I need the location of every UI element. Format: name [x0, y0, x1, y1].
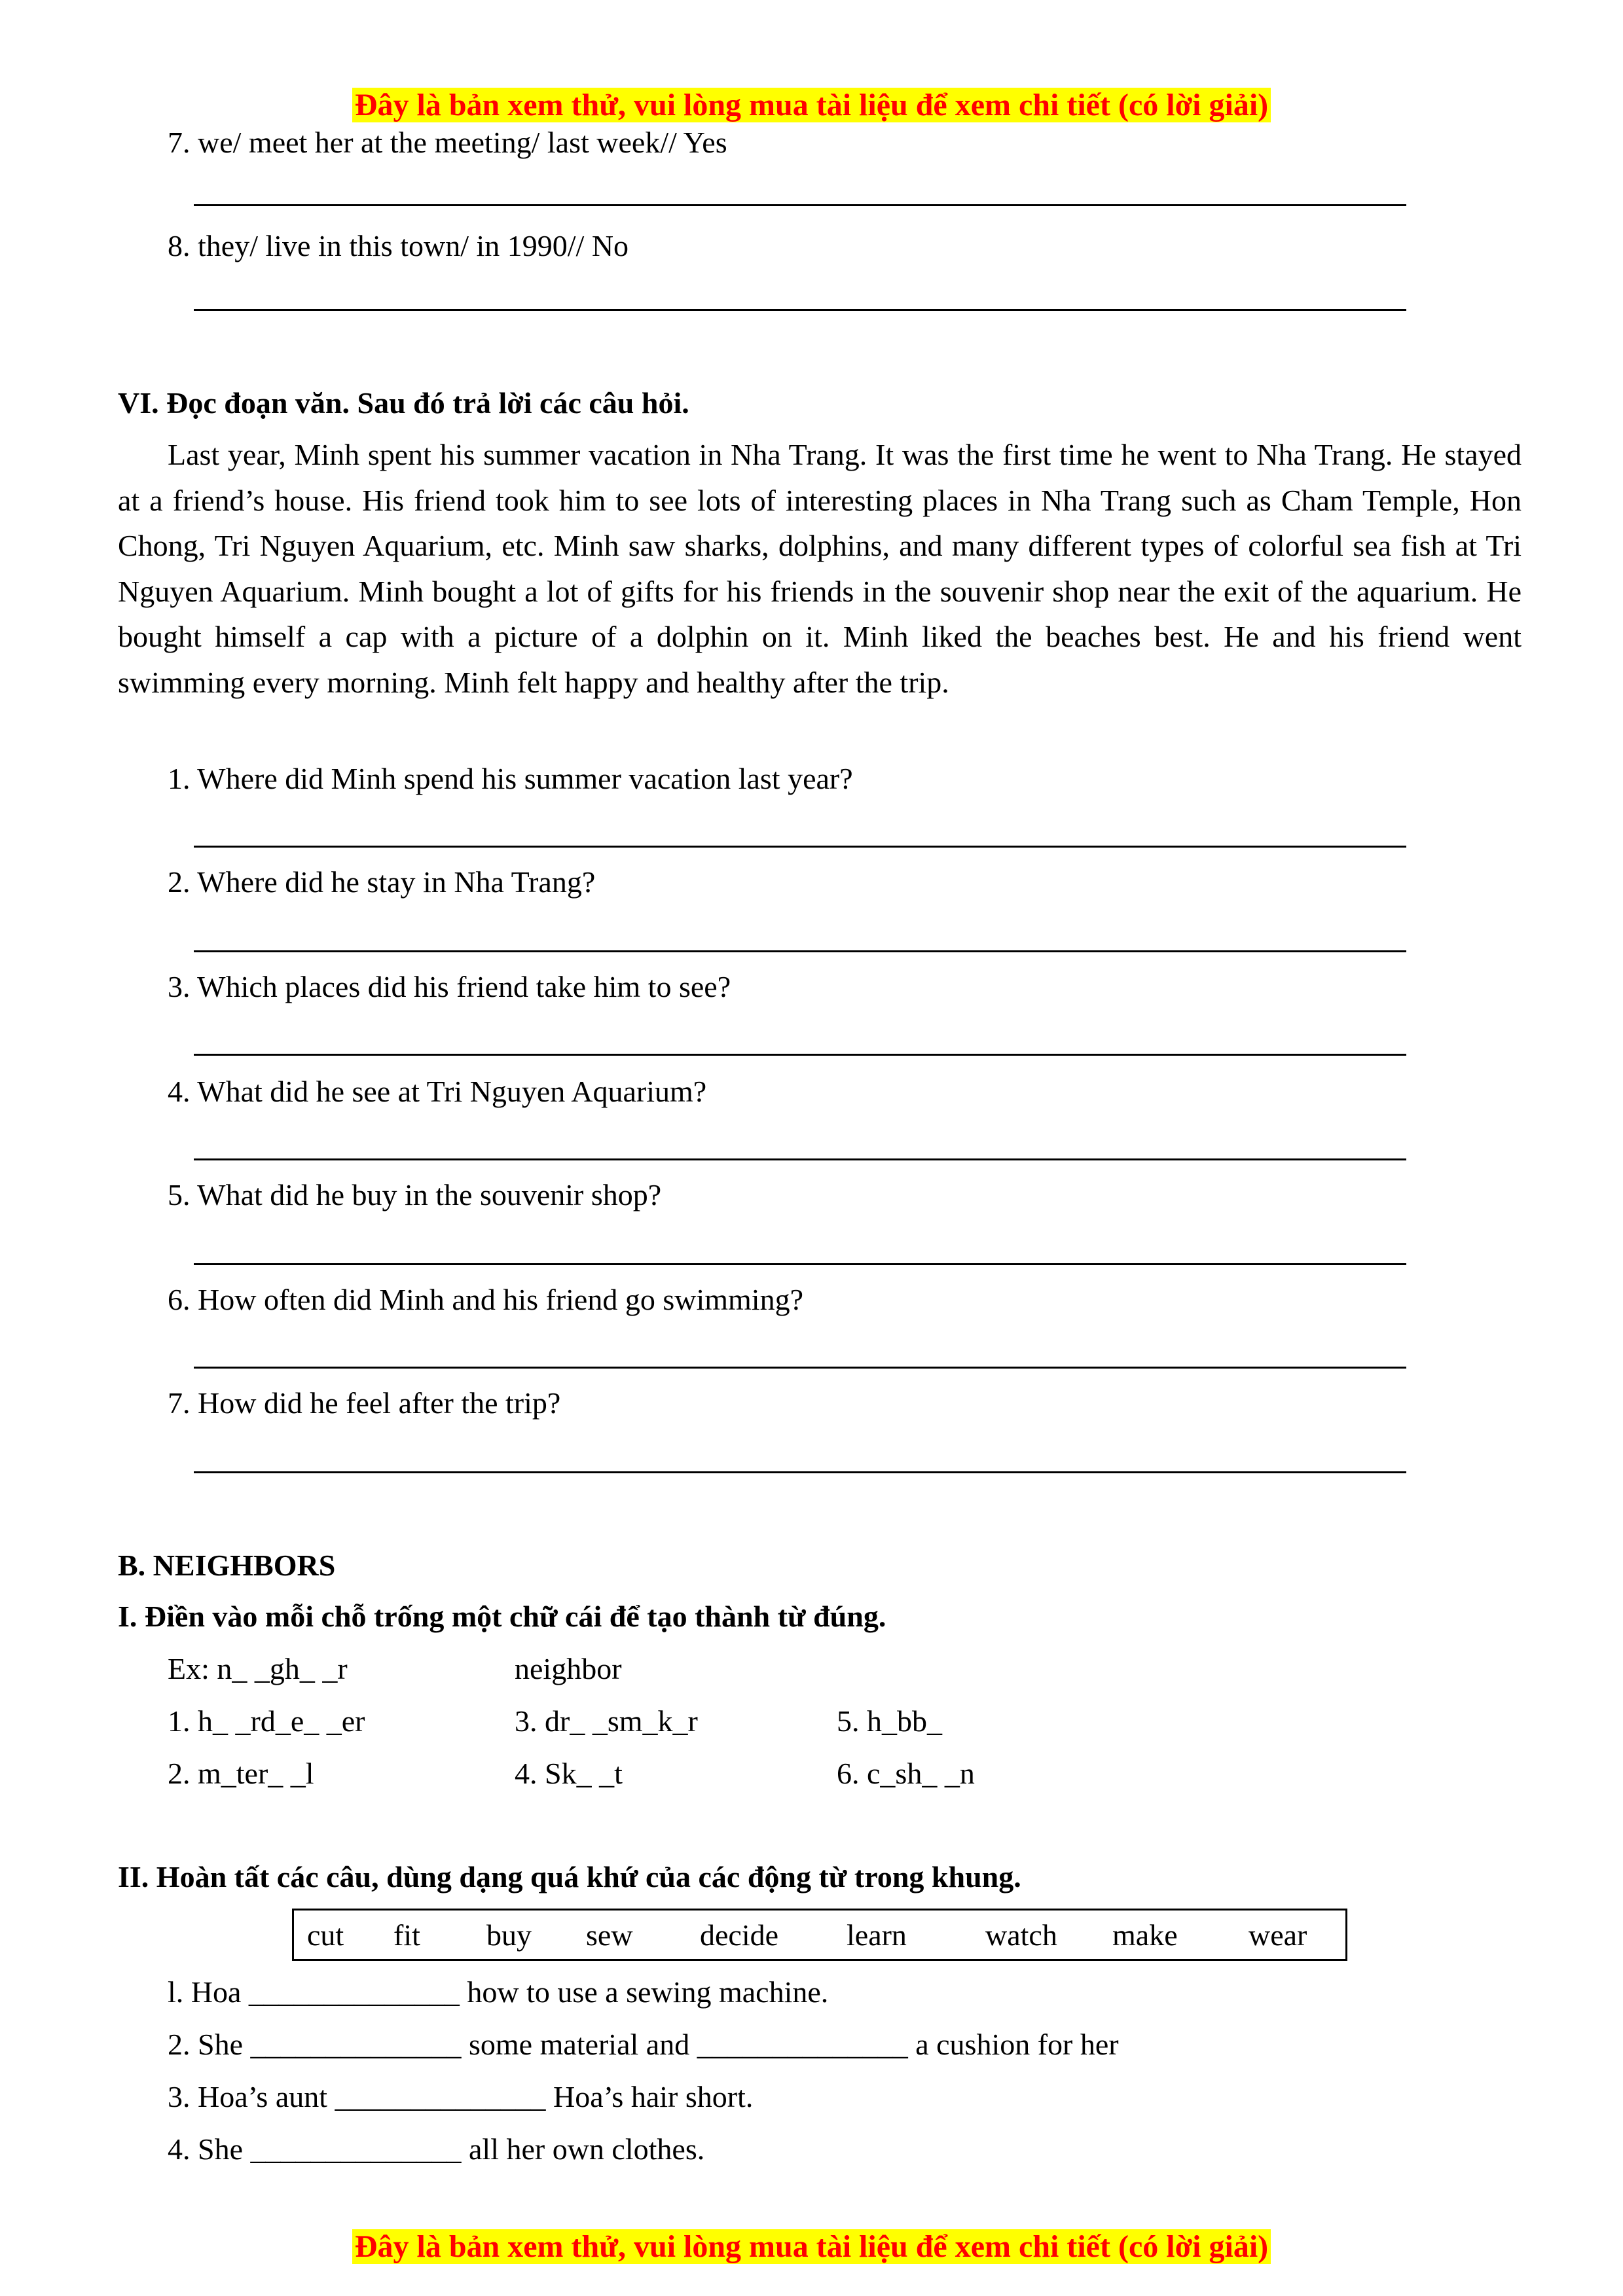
answer-line[interactable] [194, 950, 1406, 952]
word-item-2: 2. m_ter_ _l [168, 1757, 314, 1790]
verb-word: make [1112, 1918, 1178, 1952]
section-vi-title: VI. Đọc đoạn văn. Sau đó trả lời các câu hỏi. [118, 386, 689, 420]
reading-passage: Last year, Minh spent his summer vacation in Nha Trang. It was the first time he went to Nha Trang. He stayed at a friend’s house. His friend took him to see lots of interesting places in Nha Trang such as Cham Temple, Hon Chong, Tri Nguyen Aquarium, etc. Minh saw sharks, dolphins, and many different types of colorful sea fish at Tri Nguyen Aquarium. Minh bought a lot of gifts for his friends in the souvenir shop near the exit of the aquarium. He bought himself a cap with a picture of a dolphin on it. Minh liked the beaches best. He and his friend went swimming every morning. Minh felt happy and healthy after the trip. [118, 438, 1522, 699]
answer-line[interactable] [194, 1263, 1406, 1265]
part-ii-title: II. Hoàn tất các câu, dùng dạng quá khứ của các động từ trong khung. [118, 1860, 1021, 1893]
question-6: 6. How often did Minh and his friend go swimming? [168, 1283, 804, 1316]
answer-line[interactable] [194, 1158, 1406, 1160]
verb-word-box [292, 1909, 1347, 1961]
word-item-4: 4. Sk_ _t [515, 1757, 623, 1790]
answer-line[interactable] [194, 1367, 1406, 1369]
fill-sentence-4: 4. She ______________ all her own clothes. [168, 2132, 705, 2166]
question-1: 1. Where did Minh spend his summer vacation last year? [168, 762, 853, 795]
word-item-1: 1. h_ _rd_e_ _er [168, 1704, 365, 1738]
fill-sentence-3: 3. Hoa’s aunt ______________ Hoa’s hair short. [168, 2080, 754, 2113]
verb-word: cut [307, 1918, 344, 1952]
question-2: 2. Where did he stay in Nha Trang? [168, 865, 596, 899]
verb-word: wear [1249, 1918, 1307, 1952]
verb-word: sew [586, 1918, 633, 1952]
answer-line[interactable] [194, 846, 1406, 848]
question-7: 7. How did he feel after the trip? [168, 1386, 561, 1420]
verb-word: watch [985, 1918, 1057, 1952]
word-item-3: 3. dr_ _sm_k_r [515, 1704, 698, 1738]
section-b-title: B. NEIGHBORS [118, 1549, 336, 1582]
example-word: Ex: n_ _gh_ _r [168, 1652, 348, 1685]
preview-banner-bottom [0, 2227, 1623, 2267]
question-3: 3. Which places did his friend take him to see? [168, 970, 731, 1003]
part-i-title: I. Điền vào mỗi chỗ trống một chữ cái để tạo thành từ đúng. [118, 1600, 886, 1633]
answer-line[interactable] [194, 204, 1406, 206]
preview-banner-top [0, 85, 1623, 126]
preview-banner-text: Đây là bản xem thử, vui lòng mua tài liệu để xem chi tiết (có lời giải) [352, 2229, 1271, 2264]
fill-sentence-2: 2. She ______________ some material and ______________ a cushion for her [168, 2028, 1119, 2061]
word-item-5: 5. h_bb_ [837, 1704, 942, 1738]
verb-word: decide [700, 1918, 779, 1952]
verb-word: buy [486, 1918, 532, 1952]
question-5: 5. What did he buy in the souvenir shop? [168, 1178, 662, 1211]
answer-line[interactable] [194, 1471, 1406, 1473]
preview-banner-text: Đây là bản xem thử, vui lòng mua tài liệu để xem chi tiết (có lời giải) [352, 88, 1271, 122]
answer-line[interactable] [194, 309, 1406, 311]
word-item-6: 6. c_sh_ _n [837, 1757, 975, 1790]
exercise-item-7: 7. we/ meet her at the meeting/ last week// Yes [168, 126, 727, 159]
fill-sentence-1: l. Hoa ______________ how to use a sewing machine. [168, 1975, 829, 2009]
example-answer: neighbor [515, 1652, 622, 1685]
verb-word: learn [847, 1918, 907, 1952]
question-4: 4. What did he see at Tri Nguyen Aquarium? [168, 1075, 707, 1108]
exercise-item-8: 8. they/ live in this town/ in 1990// No [168, 229, 629, 262]
answer-line[interactable] [194, 1054, 1406, 1056]
verb-word: fit [393, 1918, 420, 1952]
